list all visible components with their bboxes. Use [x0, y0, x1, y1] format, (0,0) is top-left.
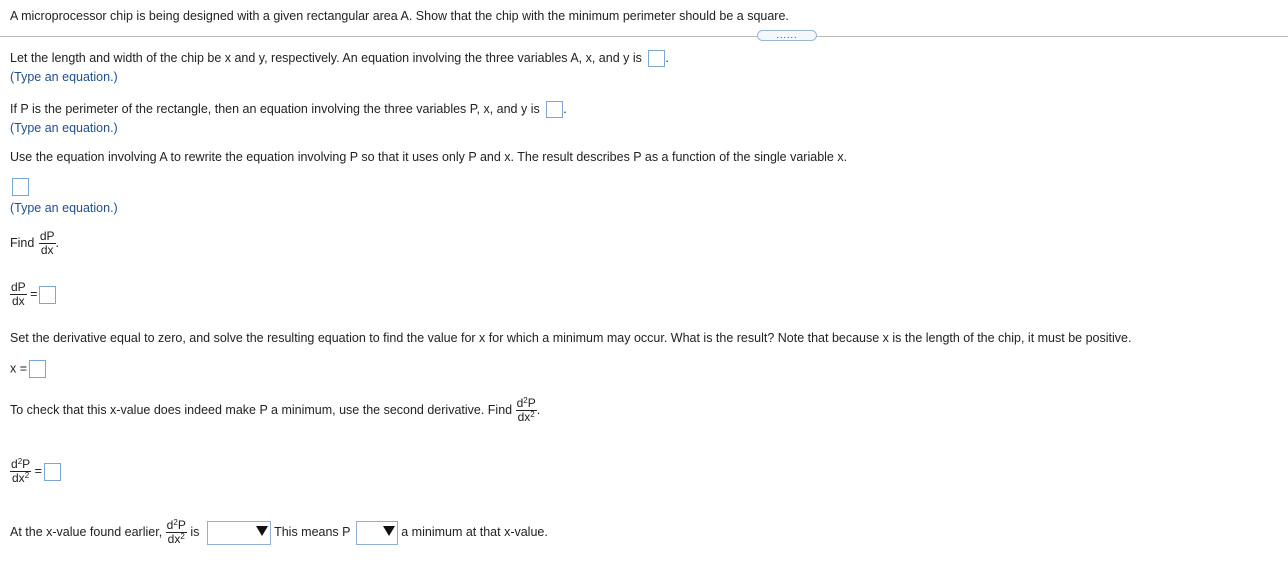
perimeter-equation-input[interactable]	[546, 101, 563, 118]
type-equation-hint: (Type an equation.)	[10, 201, 118, 215]
type-equation-hint: (Type an equation.)	[10, 121, 118, 135]
second-derivative-numerator	[516, 397, 537, 410]
means-label: This means P	[274, 524, 351, 539]
second-derivative-denominator	[10, 471, 31, 485]
equals-sign: =	[34, 463, 42, 478]
period: .	[55, 235, 59, 250]
p-symbol: P	[22, 457, 31, 471]
dx-symbol: dx	[167, 532, 181, 546]
second-derivative-numerator	[166, 519, 187, 532]
derivative-denominator: dx	[40, 243, 54, 257]
area-equation-input[interactable]	[648, 50, 665, 67]
derivative-input[interactable]	[39, 286, 56, 304]
dx-symbol: dx	[12, 471, 25, 485]
d-symbol: d	[516, 396, 524, 410]
chevron-down-icon	[256, 526, 268, 536]
is-label: is	[190, 524, 200, 539]
conclusion-row	[10, 519, 548, 546]
function-equation-input[interactable]	[12, 178, 29, 196]
find-derivative-row	[10, 230, 59, 257]
conclusion-suffix: a minimum at that x-value.	[401, 524, 548, 539]
exponent: 2	[530, 410, 535, 419]
period: .	[563, 101, 567, 116]
conclusion-prefix: At the x-value found earlier,	[10, 524, 163, 539]
second-derivative-fraction	[166, 519, 187, 546]
set-zero-prompt: Set the derivative equal to zero, and solve the resulting equation to find the value for x for which a minimum may occur. What is the result? Note that because x is the length of the chip, it must be positive.	[10, 331, 1132, 345]
x-value-input[interactable]	[29, 360, 46, 378]
p-symbol: P	[527, 396, 536, 410]
second-derivative-prompt: To check that this x-value does indeed make P a minimum, use the second derivative. Find	[10, 402, 513, 417]
function-equation-row	[12, 178, 29, 196]
second-derivative-fraction	[516, 397, 537, 424]
p-symbol: P	[177, 518, 186, 532]
problem-statement: A microprocessor chip is being designed with a given rectangular area A. Show that the chip with the minimum perimeter should be a square.	[10, 9, 789, 23]
exponent: 2	[173, 518, 178, 527]
period: .	[665, 50, 669, 65]
type-equation-hint: (Type an equation.)	[10, 70, 118, 84]
derivative-numerator: dP	[11, 280, 26, 294]
period: .	[536, 402, 541, 417]
more-toggle-button[interactable]: ......	[757, 30, 817, 41]
d-symbol: d	[11, 457, 18, 471]
chevron-down-icon	[383, 526, 395, 536]
derivative-answer-row	[10, 281, 56, 308]
area-equation-row	[10, 50, 669, 67]
exponent: 2	[17, 457, 23, 466]
second-derivative-denominator	[516, 410, 537, 424]
rewrite-prompt: Use the equation involving A to rewrite the equation involving P so that it uses only P and x. The result describes P as a function of the single variable x.	[10, 150, 848, 164]
second-derivative-answer-row	[10, 458, 61, 485]
dx-symbol: dx	[517, 410, 531, 424]
second-derivative-denominator	[166, 532, 187, 546]
derivative-denominator: dx	[12, 294, 25, 308]
perimeter-equation-row	[10, 101, 567, 118]
find-label: Find	[10, 235, 35, 250]
sign-dropdown[interactable]	[207, 521, 271, 545]
derivative-fraction	[39, 230, 56, 257]
second-derivative-row	[10, 397, 540, 424]
d-symbol: d	[166, 518, 174, 532]
area-prompt: Let the length and width of the chip be x and y, respectively. An equation involving the three variables A, x, and y is	[10, 50, 642, 65]
second-derivative-numerator	[10, 458, 31, 471]
divider	[0, 36, 1288, 37]
x-answer-row	[10, 360, 46, 378]
has-dropdown[interactable]	[356, 521, 398, 545]
exponent: 2	[523, 396, 528, 405]
second-derivative-input[interactable]	[44, 463, 61, 481]
derivative-fraction	[10, 281, 27, 308]
second-derivative-fraction	[10, 458, 31, 485]
equals-sign: =	[30, 286, 38, 301]
exponent: 2	[24, 471, 30, 480]
x-label: x =	[10, 361, 28, 376]
exponent: 2	[180, 532, 185, 541]
perimeter-prompt: If P is the perimeter of the rectangle, then an equation involving the three variables P, x, and y is	[10, 101, 540, 116]
derivative-numerator: dP	[39, 229, 55, 243]
